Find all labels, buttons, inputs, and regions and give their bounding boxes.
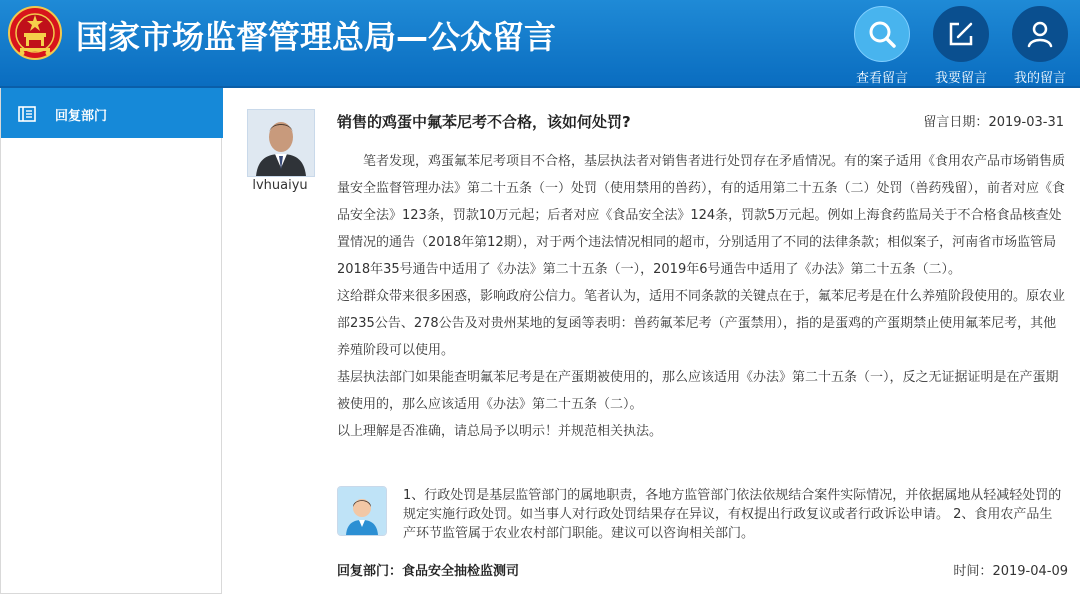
site-title: 国家市场监督管理总局—公众留言 bbox=[76, 18, 557, 56]
message-body bbox=[337, 148, 1065, 445]
my-messages-button[interactable] bbox=[1005, 6, 1075, 86]
sidebar-item-label: 回复部门 bbox=[55, 109, 108, 124]
site-header bbox=[0, 0, 1080, 88]
reply-time-value: 2019-04-09 bbox=[992, 564, 1068, 579]
message-paragraph: 这给群众带来很多困惑，影响政府公信力。笔者认为，适用不同条款的关键点在于，氟苯尼考是在什么养殖阶段使用的。原农业部235公告、278公告及对贵州某地的复函等表明：兽药氟苯尼考（产蛋禁用），指的是蛋鸡的产蛋期禁止使用氟苯尼考，其他养殖阶段可以使用。 bbox=[337, 289, 1066, 358]
reply-avatar bbox=[337, 486, 387, 536]
reply-text: 1、行政处罚是基层监管部门的属地职责，各地方监管部门依法依规结合案件实际情况，并依据属地从轻减轻处罚的规定实施行政处罚。如当事人对行政处罚结果存在异议，有权提出行政复议或者行政诉讼申请。 2、食用农产品生产环节监管属于农业农村部门职能。建议可以咨询相关部门。 bbox=[403, 488, 1062, 541]
view-messages-button[interactable] bbox=[847, 6, 917, 86]
message-paragraph: 基层执法部门如果能查明氟苯尼考是在产蛋期被使用的，那么应该适用《办法》第二十五条（一），反之无证据证明是在产蛋期被使用的，那么应该适用《办法》第二十五条（二）。 bbox=[337, 370, 1059, 412]
sidebar bbox=[0, 88, 222, 594]
write-message-label: 我要留言 bbox=[934, 71, 987, 86]
message-paragraph: 笔者发现，鸡蛋氟苯尼考项目不合格，基层执法者对销售者进行处罚存在矛盾情况。有的案子适用《食用农产品市场销售质量安全监督管理办法》第二十五条（一）处罚（使用禁用的兽药），有的适用第二十五条（二）处罚（兽药残留），前者对应《食品安全法》123条，罚款10万元起；后者对应《食品安全法》124条，罚款5万元起。例如上海食药监局关于不合格食品核查处置情况的通告（2018年第12期），对于两个违法情况相同的超市，分别适用了不同的法律条款；相似案子，河南省市场监管局2018年35号通告中适用了《办法》第二十五条（一），2019年6号通告中适用了《办法》第二十五条（二）。 bbox=[337, 154, 1066, 277]
message-date-label: 留言日期： bbox=[923, 115, 989, 130]
reply-time bbox=[953, 560, 1068, 579]
search-icon bbox=[867, 19, 897, 49]
message-date-value: 2019-03-31 bbox=[988, 115, 1064, 130]
message-date bbox=[923, 111, 1064, 130]
national-emblem-icon bbox=[8, 6, 62, 60]
reply-department-label: 回复部门： bbox=[337, 564, 403, 579]
reply-time-label: 时间： bbox=[953, 564, 993, 579]
write-message-button[interactable] bbox=[926, 6, 996, 86]
username: lvhuaiyu bbox=[252, 178, 308, 193]
edit-icon bbox=[946, 19, 976, 49]
official-avatar-icon bbox=[338, 487, 386, 535]
message-title: 销售的鸡蛋中氟苯尼考不合格，该如何处罚? bbox=[337, 113, 631, 131]
user-avatar bbox=[247, 109, 315, 177]
message-paragraph: 以上理解是否准确，请总局予以明示！并规范相关执法。 bbox=[337, 424, 663, 439]
view-messages-label: 查看留言 bbox=[855, 71, 908, 86]
reply-department-value: 食品安全抽检监测司 bbox=[402, 564, 520, 579]
my-messages-label: 我的留言 bbox=[1013, 71, 1066, 86]
avatar-icon bbox=[248, 110, 314, 176]
user-icon bbox=[1025, 19, 1055, 49]
sidebar-item-reply-dept[interactable] bbox=[1, 88, 223, 138]
list-icon bbox=[18, 106, 36, 122]
reply-department bbox=[337, 560, 519, 579]
